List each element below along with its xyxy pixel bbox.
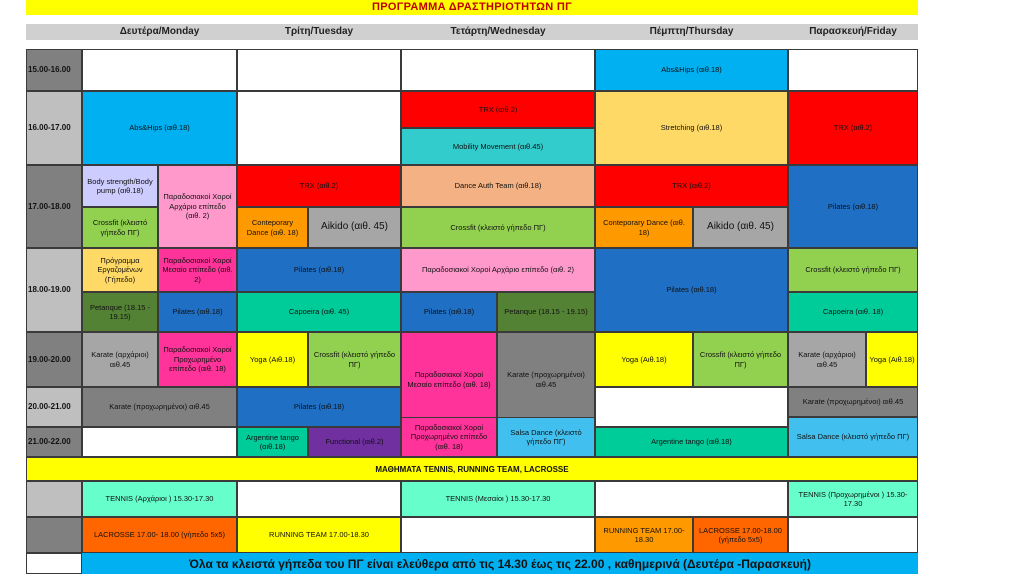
activity-cell: Pilates (αιθ.18) [595,248,788,332]
time-slot: 17.00-18.00 [26,165,82,248]
schedule-title: ΠΡΟΓΡΑΜΜΑ ΔΡΑΣΤΗΡΙΟΤΗΤΩΝ ΠΓ [26,0,918,15]
tennis-cell: TENNIS (Αρχάριοι ) 15.30-17.30 [82,481,237,517]
activity-cell: TRX (αιθ.2) [788,91,918,165]
activity-cell: Stretching (αιθ.18) [595,91,788,165]
activity-cell: Aikido (αιθ. 45) [308,207,401,248]
activity-cell: Petanque (18.15 - 19.15) [497,292,595,332]
activity-cell: Salsa Dance (κλειστό γήπεδο ΠΓ) [788,417,918,457]
tennis-cell: TENNIS (Μεσαίοι ) 15.30-17.30 [401,481,595,517]
time-slot: 20.00-21.00 [26,387,82,427]
activity-cell: Karate (αρχάριοι) αιθ.45 [82,332,158,387]
activity-cell: Παραδοσιακοί Χοροί Προχωρημένο επίπεδο (αιθ. 18) [401,417,497,457]
activity-cell: Capoeira (αιθ. 45) [237,292,401,332]
activity-cell: Παραδοσιακοί Χοροί Μεσαίο επίπεδο (αιθ. 18) [401,332,497,427]
activity-cell: Karate (προχωρημένοι) αιθ.45 [82,387,237,427]
activity-cell: Yoga (Αιθ.18) [866,332,918,387]
empty-slot [237,49,401,91]
activity-cell: Petanque (18.15 - 19.15) [82,292,158,332]
activity-cell: Abs&Hips (αιθ.18) [595,49,788,91]
activity-cell: Karate (προχωρημένοι) αιθ.45 [497,332,595,427]
activity-cell: Παραδοσιακοί Χοροί Αρχάριο επίπεδο (αιθ. 2) [158,165,237,248]
activity-cell: Functional (αιθ.2) [308,427,401,457]
day-monday: Δευτέρα/Monday [119,26,200,37]
empty-slot [401,49,595,91]
activity-cell: Crossfit (κλειστό γήπεδο ΠΓ) [693,332,788,387]
activity-cell: Crossfit (κλειστό γήπεδο ΠΓ) [82,207,158,248]
empty-slot [788,49,918,91]
time-slot: 16.00-17.00 [26,91,82,165]
running-team-cell: RUNNING TEAM 17.00-18.30 [237,517,401,553]
empty-slot [82,427,237,457]
activity-cell: Conteporary Dance (αιθ. 18) [595,207,693,248]
activity-cell: TRX (αιθ.2) [237,165,401,207]
activity-cell: Body strength/Body pump (αιθ.18) [82,165,158,207]
activity-cell: Pilates (αιθ.18) [237,248,401,292]
time-slot-blank [26,517,82,553]
footer-note: Όλα τα κλειστά γήπεδα του ΠΓ είναι ελεύθερα από τις 14.30 έως τις 22.00 , καθημερινά (Δευτέρα -Παρασκευή) [82,553,918,574]
activity-cell: Παραδοσιακοί Χοροί Μεσαίο επίπεδο (αιθ. 2) [158,248,237,292]
running-team-cell: RUNNING TEAM 17.00-18.30 [595,517,693,553]
activity-cell: TRX (αιθ.2) [595,165,788,207]
activity-cell: Crossfit (κλειστό γήπεδο ΠΓ) [401,207,595,248]
empty-slot [401,517,595,553]
time-slot: 21.00-22.00 [26,427,82,457]
activity-cell: Abs&Hips (αιθ.18) [82,91,237,165]
sports-banner: ΜΑΘΗΜΑΤΑ TENNIS, RUNNING TEAM, LACROSSE [26,457,918,481]
activity-cell: Yoga (Αιθ.18) [237,332,308,387]
day-thursday: Πέμπτη/Thursday [649,26,734,37]
activity-cell: Karate (αρχάριοι) αιθ.45 [788,332,866,387]
activity-cell: Salsa Dance (κλειστό γήπεδο ΠΓ) [497,417,595,457]
lacrosse-cell: LACROSSE 17.00-18.00 (γήπεδο 5x5) [693,517,788,553]
activity-cell: Conteporary Dance (αιθ. 18) [237,207,308,248]
activity-cell: Capoeira (αιθ. 18) [788,292,918,332]
time-slot-blank [26,481,82,517]
activity-cell: Argentine tango (αιθ.18) [237,427,308,457]
empty-slot [595,387,788,427]
empty-slot [788,517,918,553]
time-slot: 18.00-19.00 [26,248,82,332]
activity-cell: Mobility Movement (αιθ.45) [401,128,595,165]
day-friday: Παρασκευή/Friday [809,26,897,37]
empty-slot [237,481,401,517]
activity-cell: Παραδοσιακοί Χοροί Προχωρημένο επίπεδο (αιθ. 18) [158,332,237,387]
activity-cell: Dance Auth Team (αιθ.18) [401,165,595,207]
empty-slot [595,481,788,517]
activity-cell: Argentine tango (αιθ.18) [595,427,788,457]
activity-cell: Pilates (αιθ.18) [788,165,918,248]
time-slot: 19.00-20.00 [26,332,82,387]
activity-cell: Pilates (αιθ.18) [401,292,497,332]
activity-cell: Pilates (αιθ.18) [158,292,237,332]
activity-cell: Karate (προχωρημένοι) αιθ.45 [788,387,918,417]
activity-cell: Aikido (αιθ. 45) [693,207,788,248]
activity-cell: Πρόγραμμα Εργαζομένων (Γήπεδο) [82,248,158,292]
activity-cell: Yoga (Αιθ.18) [595,332,693,387]
lacrosse-cell: LACROSSE 17.00- 18.00 (γήπεδο 5x5) [82,517,237,553]
activity-cell: Παραδοσιακοί Χοροί Αρχάριο επίπεδο (αιθ. 2) [401,248,595,292]
footer-spacer [26,553,82,574]
empty-slot [237,91,401,165]
day-wednesday: Τετάρτη/Wednesday [450,26,546,37]
day-tuesday: Τρίτη/Tuesday [284,26,354,37]
activity-cell: TRX (αιθ.2) [401,91,595,128]
time-slot: 15.00-16.00 [26,49,82,91]
empty-slot [82,49,237,91]
activity-cell: Pilates (αιθ.18) [237,387,401,427]
tennis-cell: TENNIS (Προχωρημένοι ) 15.30-17.30 [788,481,918,517]
activity-cell: Crossfit (κλειστό γήπεδο ΠΓ) [308,332,401,387]
activity-cell: Crossfit (κλειστό γήπεδο ΠΓ) [788,248,918,292]
